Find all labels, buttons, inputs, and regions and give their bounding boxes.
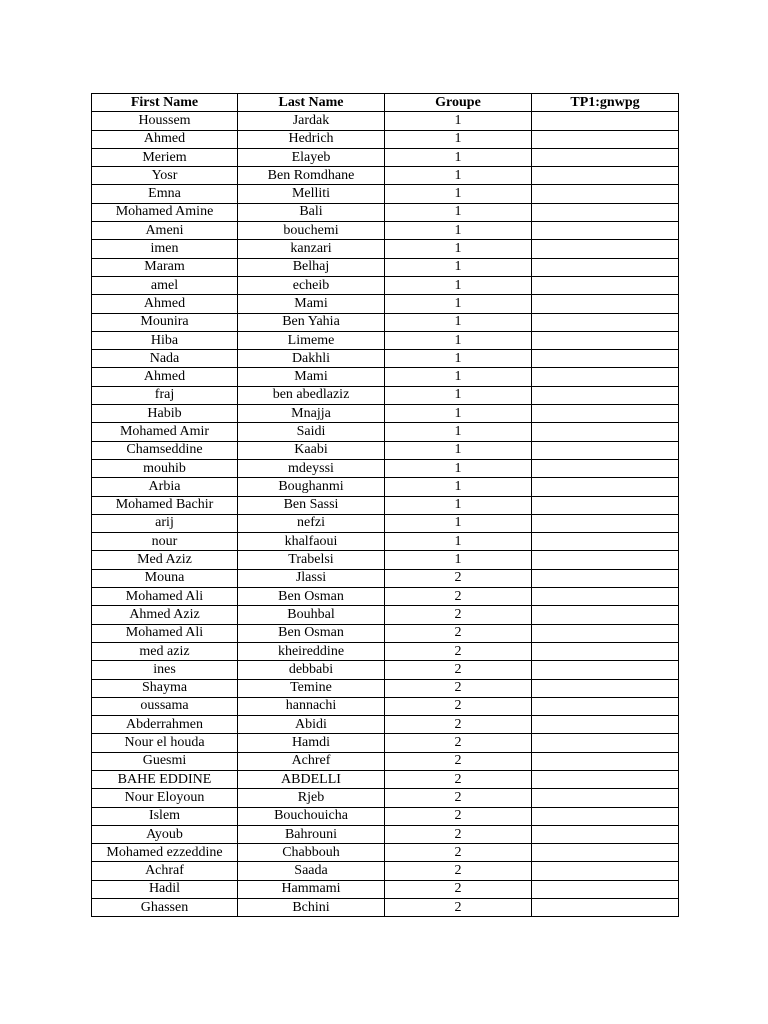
last-name-cell: Dakhli [238, 350, 385, 368]
tp1-cell [532, 148, 679, 166]
first-name-cell: Arbia [92, 478, 238, 496]
last-name-cell: ABDELLI [238, 770, 385, 788]
tp1-cell [532, 441, 679, 459]
first-name-cell: Guesmi [92, 752, 238, 770]
last-name-cell: Elayeb [238, 148, 385, 166]
first-name-cell: Mounira [92, 313, 238, 331]
groupe-cell: 2 [385, 588, 532, 606]
tp1-cell [532, 551, 679, 569]
groupe-cell: 1 [385, 112, 532, 130]
groupe-cell: 1 [385, 423, 532, 441]
groupe-cell: 2 [385, 752, 532, 770]
header-first-name: First Name [92, 94, 238, 112]
last-name-cell: nefzi [238, 514, 385, 532]
last-name-cell: Ben Osman [238, 624, 385, 642]
table-row [92, 588, 679, 606]
table-row [92, 240, 679, 258]
table-row [92, 899, 679, 917]
table-row [92, 185, 679, 203]
table-row [92, 569, 679, 587]
groupe-cell: 2 [385, 716, 532, 734]
groupe-cell: 2 [385, 899, 532, 917]
last-name-cell: Jardak [238, 112, 385, 130]
first-name-cell: Hiba [92, 331, 238, 349]
table-row [92, 862, 679, 880]
last-name-cell: Chabbouh [238, 844, 385, 862]
groupe-cell: 1 [385, 405, 532, 423]
groupe-cell: 1 [385, 258, 532, 276]
first-name-cell: Ghassen [92, 899, 238, 917]
first-name-cell: Nour Eloyoun [92, 789, 238, 807]
last-name-cell: kheireddine [238, 642, 385, 660]
last-name-cell: Melliti [238, 185, 385, 203]
tp1-cell [532, 203, 679, 221]
table-row [92, 697, 679, 715]
table-row [92, 423, 679, 441]
tp1-cell [532, 313, 679, 331]
table-row [92, 551, 679, 569]
tp1-cell [532, 350, 679, 368]
tp1-cell [532, 112, 679, 130]
tp1-cell [532, 679, 679, 697]
last-name-cell: Bchini [238, 899, 385, 917]
last-name-cell: Bahrouni [238, 825, 385, 843]
groupe-cell: 1 [385, 203, 532, 221]
table-row [92, 734, 679, 752]
last-name-cell: Ben Osman [238, 588, 385, 606]
tp1-cell [532, 642, 679, 660]
last-name-cell: bouchemi [238, 222, 385, 240]
first-name-cell: Ahmed Aziz [92, 606, 238, 624]
table-row [92, 514, 679, 532]
groupe-cell: 1 [385, 533, 532, 551]
first-name-cell: fraj [92, 386, 238, 404]
first-name-cell: BAHE EDDINE [92, 770, 238, 788]
table-row [92, 825, 679, 843]
tp1-cell [532, 752, 679, 770]
table-row [92, 478, 679, 496]
groupe-cell: 2 [385, 734, 532, 752]
groupe-cell: 1 [385, 350, 532, 368]
first-name-cell: Nour el houda [92, 734, 238, 752]
table-row [92, 661, 679, 679]
tp1-cell [532, 514, 679, 532]
table-body [92, 112, 679, 917]
last-name-cell: kanzari [238, 240, 385, 258]
table-row [92, 405, 679, 423]
table-row [92, 716, 679, 734]
first-name-cell: Ahmed [92, 368, 238, 386]
first-name-cell: amel [92, 276, 238, 294]
header-last-name: Last Name [238, 94, 385, 112]
table-row [92, 844, 679, 862]
table-row [92, 679, 679, 697]
groupe-cell: 1 [385, 295, 532, 313]
tp1-cell [532, 862, 679, 880]
tp1-cell [532, 533, 679, 551]
tp1-cell [532, 844, 679, 862]
groupe-cell: 2 [385, 880, 532, 898]
groupe-cell: 2 [385, 661, 532, 679]
first-name-cell: Mohamed Amir [92, 423, 238, 441]
groupe-cell: 1 [385, 167, 532, 185]
tp1-cell [532, 368, 679, 386]
tp1-cell [532, 386, 679, 404]
table-row [92, 606, 679, 624]
groupe-cell: 1 [385, 222, 532, 240]
tp1-cell [532, 716, 679, 734]
groupe-cell: 1 [385, 496, 532, 514]
groupe-cell: 1 [385, 313, 532, 331]
tp1-cell [532, 130, 679, 148]
first-name-cell: Shayma [92, 679, 238, 697]
table-row [92, 295, 679, 313]
table-row [92, 624, 679, 642]
groupe-cell: 1 [385, 331, 532, 349]
tp1-cell [532, 734, 679, 752]
groupe-cell: 2 [385, 642, 532, 660]
student-roster-table [91, 93, 679, 917]
tp1-cell [532, 825, 679, 843]
groupe-cell: 1 [385, 368, 532, 386]
table-row [92, 313, 679, 331]
tp1-cell [532, 661, 679, 679]
last-name-cell: Mami [238, 295, 385, 313]
last-name-cell: Boughanmi [238, 478, 385, 496]
table-row [92, 770, 679, 788]
tp1-cell [532, 295, 679, 313]
last-name-cell: Saada [238, 862, 385, 880]
groupe-cell: 2 [385, 569, 532, 587]
tp1-cell [532, 770, 679, 788]
table-row [92, 331, 679, 349]
table-row [92, 789, 679, 807]
first-name-cell: Med Aziz [92, 551, 238, 569]
table-row [92, 276, 679, 294]
first-name-cell: Mohamed Bachir [92, 496, 238, 514]
tp1-cell [532, 569, 679, 587]
table-row [92, 258, 679, 276]
groupe-cell: 1 [385, 386, 532, 404]
last-name-cell: Mami [238, 368, 385, 386]
tp1-cell [532, 807, 679, 825]
tp1-cell [532, 588, 679, 606]
last-name-cell: Rjeb [238, 789, 385, 807]
last-name-cell: Limeme [238, 331, 385, 349]
last-name-cell: Abidi [238, 716, 385, 734]
groupe-cell: 2 [385, 825, 532, 843]
tp1-cell [532, 606, 679, 624]
tp1-cell [532, 222, 679, 240]
groupe-cell: 2 [385, 697, 532, 715]
table-header [92, 94, 679, 112]
first-name-cell: Yosr [92, 167, 238, 185]
header-tp1: TP1:gnwpg [532, 94, 679, 112]
table-row [92, 496, 679, 514]
last-name-cell: Trabelsi [238, 551, 385, 569]
tp1-cell [532, 276, 679, 294]
first-name-cell: nour [92, 533, 238, 551]
first-name-cell: Ameni [92, 222, 238, 240]
groupe-cell: 1 [385, 185, 532, 203]
tp1-cell [532, 331, 679, 349]
last-name-cell: Ben Yahia [238, 313, 385, 331]
groupe-cell: 1 [385, 514, 532, 532]
last-name-cell: Belhaj [238, 258, 385, 276]
last-name-cell: Hamdi [238, 734, 385, 752]
table-row [92, 368, 679, 386]
last-name-cell: mdeyssi [238, 459, 385, 477]
groupe-cell: 2 [385, 789, 532, 807]
first-name-cell: Ayoub [92, 825, 238, 843]
table-row [92, 203, 679, 221]
first-name-cell: arij [92, 514, 238, 532]
groupe-cell: 1 [385, 276, 532, 294]
table-row [92, 441, 679, 459]
groupe-cell: 1 [385, 240, 532, 258]
tp1-cell [532, 880, 679, 898]
last-name-cell: Ben Sassi [238, 496, 385, 514]
groupe-cell: 1 [385, 551, 532, 569]
tp1-cell [532, 405, 679, 423]
table-row [92, 880, 679, 898]
groupe-cell: 2 [385, 770, 532, 788]
table-row [92, 167, 679, 185]
last-name-cell: Mnajja [238, 405, 385, 423]
first-name-cell: Hadil [92, 880, 238, 898]
table-row [92, 533, 679, 551]
table-row [92, 642, 679, 660]
first-name-cell: Ahmed [92, 130, 238, 148]
last-name-cell: Temine [238, 679, 385, 697]
first-name-cell: Mouna [92, 569, 238, 587]
first-name-cell: Mohamed ezzeddine [92, 844, 238, 862]
last-name-cell: ben abedlaziz [238, 386, 385, 404]
groupe-cell: 2 [385, 624, 532, 642]
first-name-cell: Mohamed Ali [92, 588, 238, 606]
first-name-cell: Meriem [92, 148, 238, 166]
first-name-cell: med aziz [92, 642, 238, 660]
last-name-cell: Bali [238, 203, 385, 221]
header-row [92, 94, 679, 112]
first-name-cell: mouhib [92, 459, 238, 477]
tp1-cell [532, 899, 679, 917]
groupe-cell: 2 [385, 807, 532, 825]
first-name-cell: Houssem [92, 112, 238, 130]
table-row [92, 222, 679, 240]
tp1-cell [532, 789, 679, 807]
groupe-cell: 2 [385, 844, 532, 862]
last-name-cell: khalfaoui [238, 533, 385, 551]
tp1-cell [532, 459, 679, 477]
first-name-cell: Maram [92, 258, 238, 276]
groupe-cell: 1 [385, 130, 532, 148]
first-name-cell: Emna [92, 185, 238, 203]
last-name-cell: debbabi [238, 661, 385, 679]
table-row [92, 112, 679, 130]
last-name-cell: Kaabi [238, 441, 385, 459]
last-name-cell: hannachi [238, 697, 385, 715]
groupe-cell: 2 [385, 679, 532, 697]
first-name-cell: Islem [92, 807, 238, 825]
table-row [92, 386, 679, 404]
first-name-cell: ines [92, 661, 238, 679]
table-row [92, 350, 679, 368]
tp1-cell [532, 624, 679, 642]
tp1-cell [532, 258, 679, 276]
header-groupe: Groupe [385, 94, 532, 112]
tp1-cell [532, 423, 679, 441]
last-name-cell: Hammami [238, 880, 385, 898]
tp1-cell [532, 496, 679, 514]
table-row [92, 459, 679, 477]
groupe-cell: 2 [385, 862, 532, 880]
first-name-cell: Mohamed Amine [92, 203, 238, 221]
table-row [92, 752, 679, 770]
last-name-cell: Hedrich [238, 130, 385, 148]
first-name-cell: Abderrahmen [92, 716, 238, 734]
last-name-cell: Saidi [238, 423, 385, 441]
table-row [92, 148, 679, 166]
first-name-cell: Mohamed Ali [92, 624, 238, 642]
first-name-cell: imen [92, 240, 238, 258]
first-name-cell: Ahmed [92, 295, 238, 313]
tp1-cell [532, 478, 679, 496]
first-name-cell: Nada [92, 350, 238, 368]
table-row [92, 130, 679, 148]
last-name-cell: Bouchouicha [238, 807, 385, 825]
tp1-cell [532, 697, 679, 715]
first-name-cell: Achraf [92, 862, 238, 880]
first-name-cell: oussama [92, 697, 238, 715]
groupe-cell: 1 [385, 148, 532, 166]
tp1-cell [532, 240, 679, 258]
table-row [92, 807, 679, 825]
groupe-cell: 1 [385, 441, 532, 459]
groupe-cell: 1 [385, 478, 532, 496]
groupe-cell: 1 [385, 459, 532, 477]
last-name-cell: echeib [238, 276, 385, 294]
last-name-cell: Bouhbal [238, 606, 385, 624]
groupe-cell: 2 [385, 606, 532, 624]
last-name-cell: Jlassi [238, 569, 385, 587]
first-name-cell: Chamseddine [92, 441, 238, 459]
first-name-cell: Habib [92, 405, 238, 423]
last-name-cell: Achref [238, 752, 385, 770]
last-name-cell: Ben Romdhane [238, 167, 385, 185]
tp1-cell [532, 185, 679, 203]
tp1-cell [532, 167, 679, 185]
